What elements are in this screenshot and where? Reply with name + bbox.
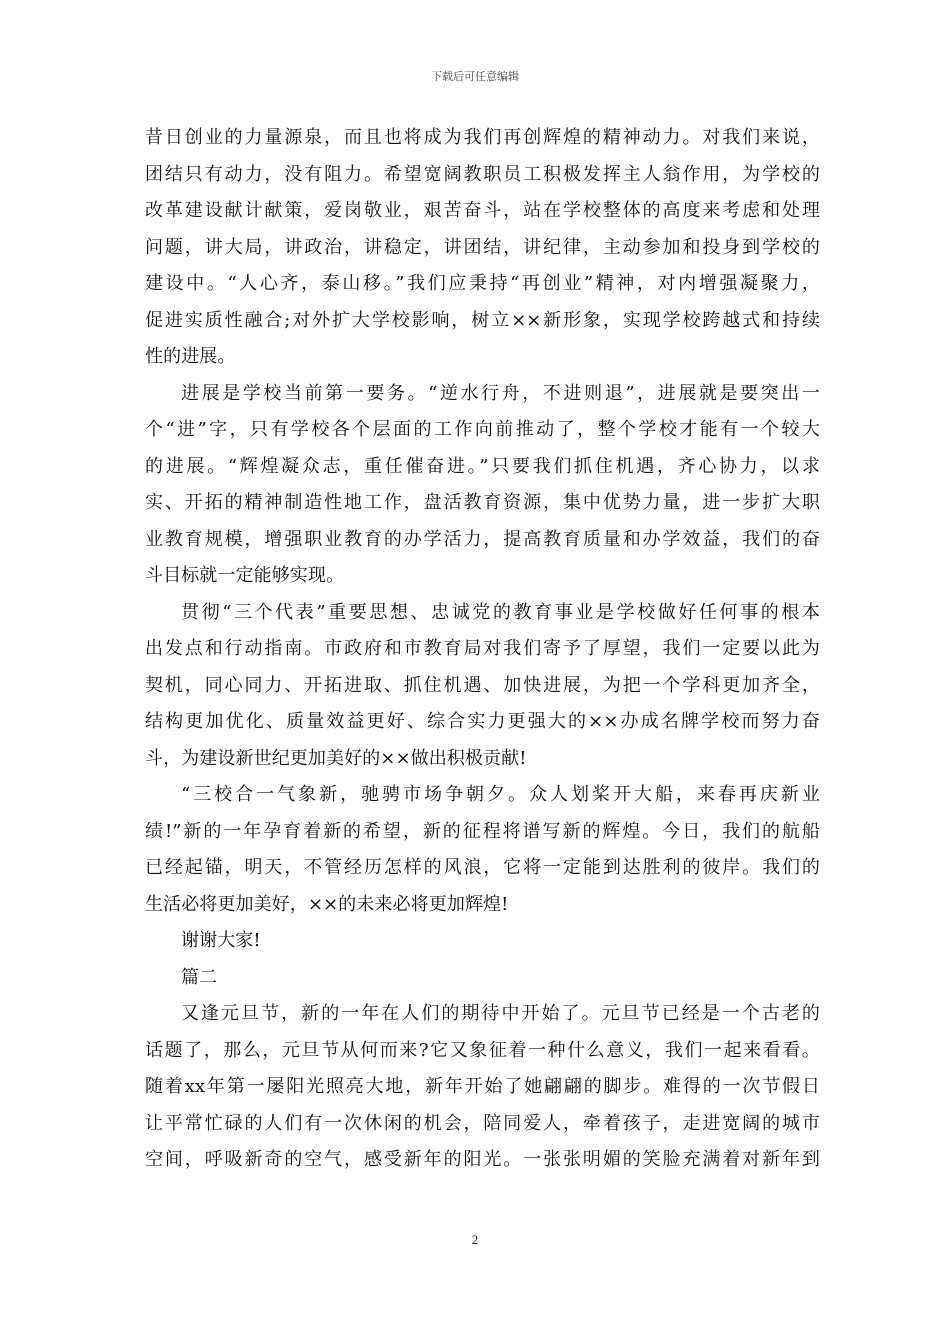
text-line: 斗目标就一定能够实现。 — [145, 565, 345, 586]
text-line: 出发点和行动指南。市政府和市教育局对我们寄予了厚望，我们一定要以此为 — [145, 638, 820, 659]
text-line: 个“进”字，只有学校各个层面的工作向前推动了，整个学校才能有一个较大 — [145, 419, 820, 440]
paragraph-start-line: “三校合一气象新，驰骋市场争朝夕。众人划桨开大船，来春再庆新业 — [181, 784, 820, 805]
text-line: 空间，呼吸新奇的空气，感受新年的阳光。一张张明媚的笑脸充满着对新年到 — [145, 1149, 820, 1170]
text-line: 建设中。“人心齐，泰山移。”我们应秉持“再创业”精神，对内增强凝聚力， — [145, 273, 820, 294]
paragraph-start-line: 进展是学校当前第一要务。“逆水行舟，不进则退”，进展就是要突出一 — [181, 382, 820, 404]
text-line: 性的进展。 — [145, 346, 236, 367]
text-line: 随着xx年第一屡阳光照亮大地，新年开始了她翩翩的脚步。难得的一次节假日 — [145, 1076, 820, 1097]
paragraph-start-line: 又逢元旦节，新的一年在人们的期待中开始了。元旦节已经是一个古老的 — [181, 1003, 820, 1024]
document-body — [145, 120, 820, 1179]
text-line: 业教育规模，增强职业教育的办学活力，提高教育质量和办学效益，我们的奋 — [145, 528, 820, 550]
text-line: 生活必将更加美好，××的未来必将更加辉煌! — [145, 893, 509, 915]
text-line: 话题了，那么，元旦节从何而来?它又象征着一种什么意义，我们一起来看看。 — [145, 1039, 820, 1061]
text-line: 问题，讲大局，讲政治，讲稳定，讲团结，讲纪律，主动参加和投身到学校的 — [145, 236, 820, 258]
text-line: 团结只有动力，没有阻力。希望宽阔教职员工积极发挥主人翁作用，为学校的 — [145, 163, 820, 185]
text-line: 已经起锚，明天，不管经历怎样的风浪，它将一定能到达胜利的彼岸。我们的 — [145, 857, 820, 878]
text-line: 促进实质性融合;对外扩大学校影响，树立××新形象，实现学校跨越式和持续 — [145, 309, 820, 331]
text-line: 的进展。“辉煌凝众志，重任催奋进。”只要我们抓住机遇，齐心协力，以求 — [145, 455, 820, 477]
text-line: 改革建设献计献策，爱岗敬业，艰苦奋斗，站在学校整体的高度来考虑和处理 — [145, 200, 820, 221]
section-heading: 篇二 — [181, 966, 218, 988]
text-line: 让平常忙碌的人们有一次休闲的机会，陪同爱人，牵着孩子，走进宽阔的城市 — [145, 1112, 820, 1134]
text-line: 昔日创业的力量源泉，而且也将成为我们再创辉煌的精神动力。对我们来说， — [145, 127, 820, 148]
text-line: 结构更加优化、质量效益更好、综合实力更强大的××办成名牌学校而努力奋 — [145, 711, 820, 732]
text-line: 绩!”新的一年孕育着新的希望，新的征程将谱写新的辉煌。今日，我们的航船 — [145, 820, 820, 842]
page-number: 2 — [471, 1232, 479, 1247]
text-line: 斗，为建设新世纪更加美好的××做出积极贡献! — [145, 747, 527, 769]
text-line: 契机，同心同力、开拓进取、抓住机遇、加快进展，为把一个学科更加齐全， — [145, 674, 820, 696]
closing-line: 谢谢大家! — [181, 930, 261, 951]
page-header: 下载后可任意编辑 — [431, 70, 519, 83]
text-line: 实、开拓的精神制造性地工作，盘活教育资源，集中优势力量，进一步扩大职 — [145, 492, 820, 513]
paragraph-start-line: 贯彻“三个代表”重要思想、忠诚党的教育事业是学校做好任何事的根本 — [181, 601, 820, 623]
